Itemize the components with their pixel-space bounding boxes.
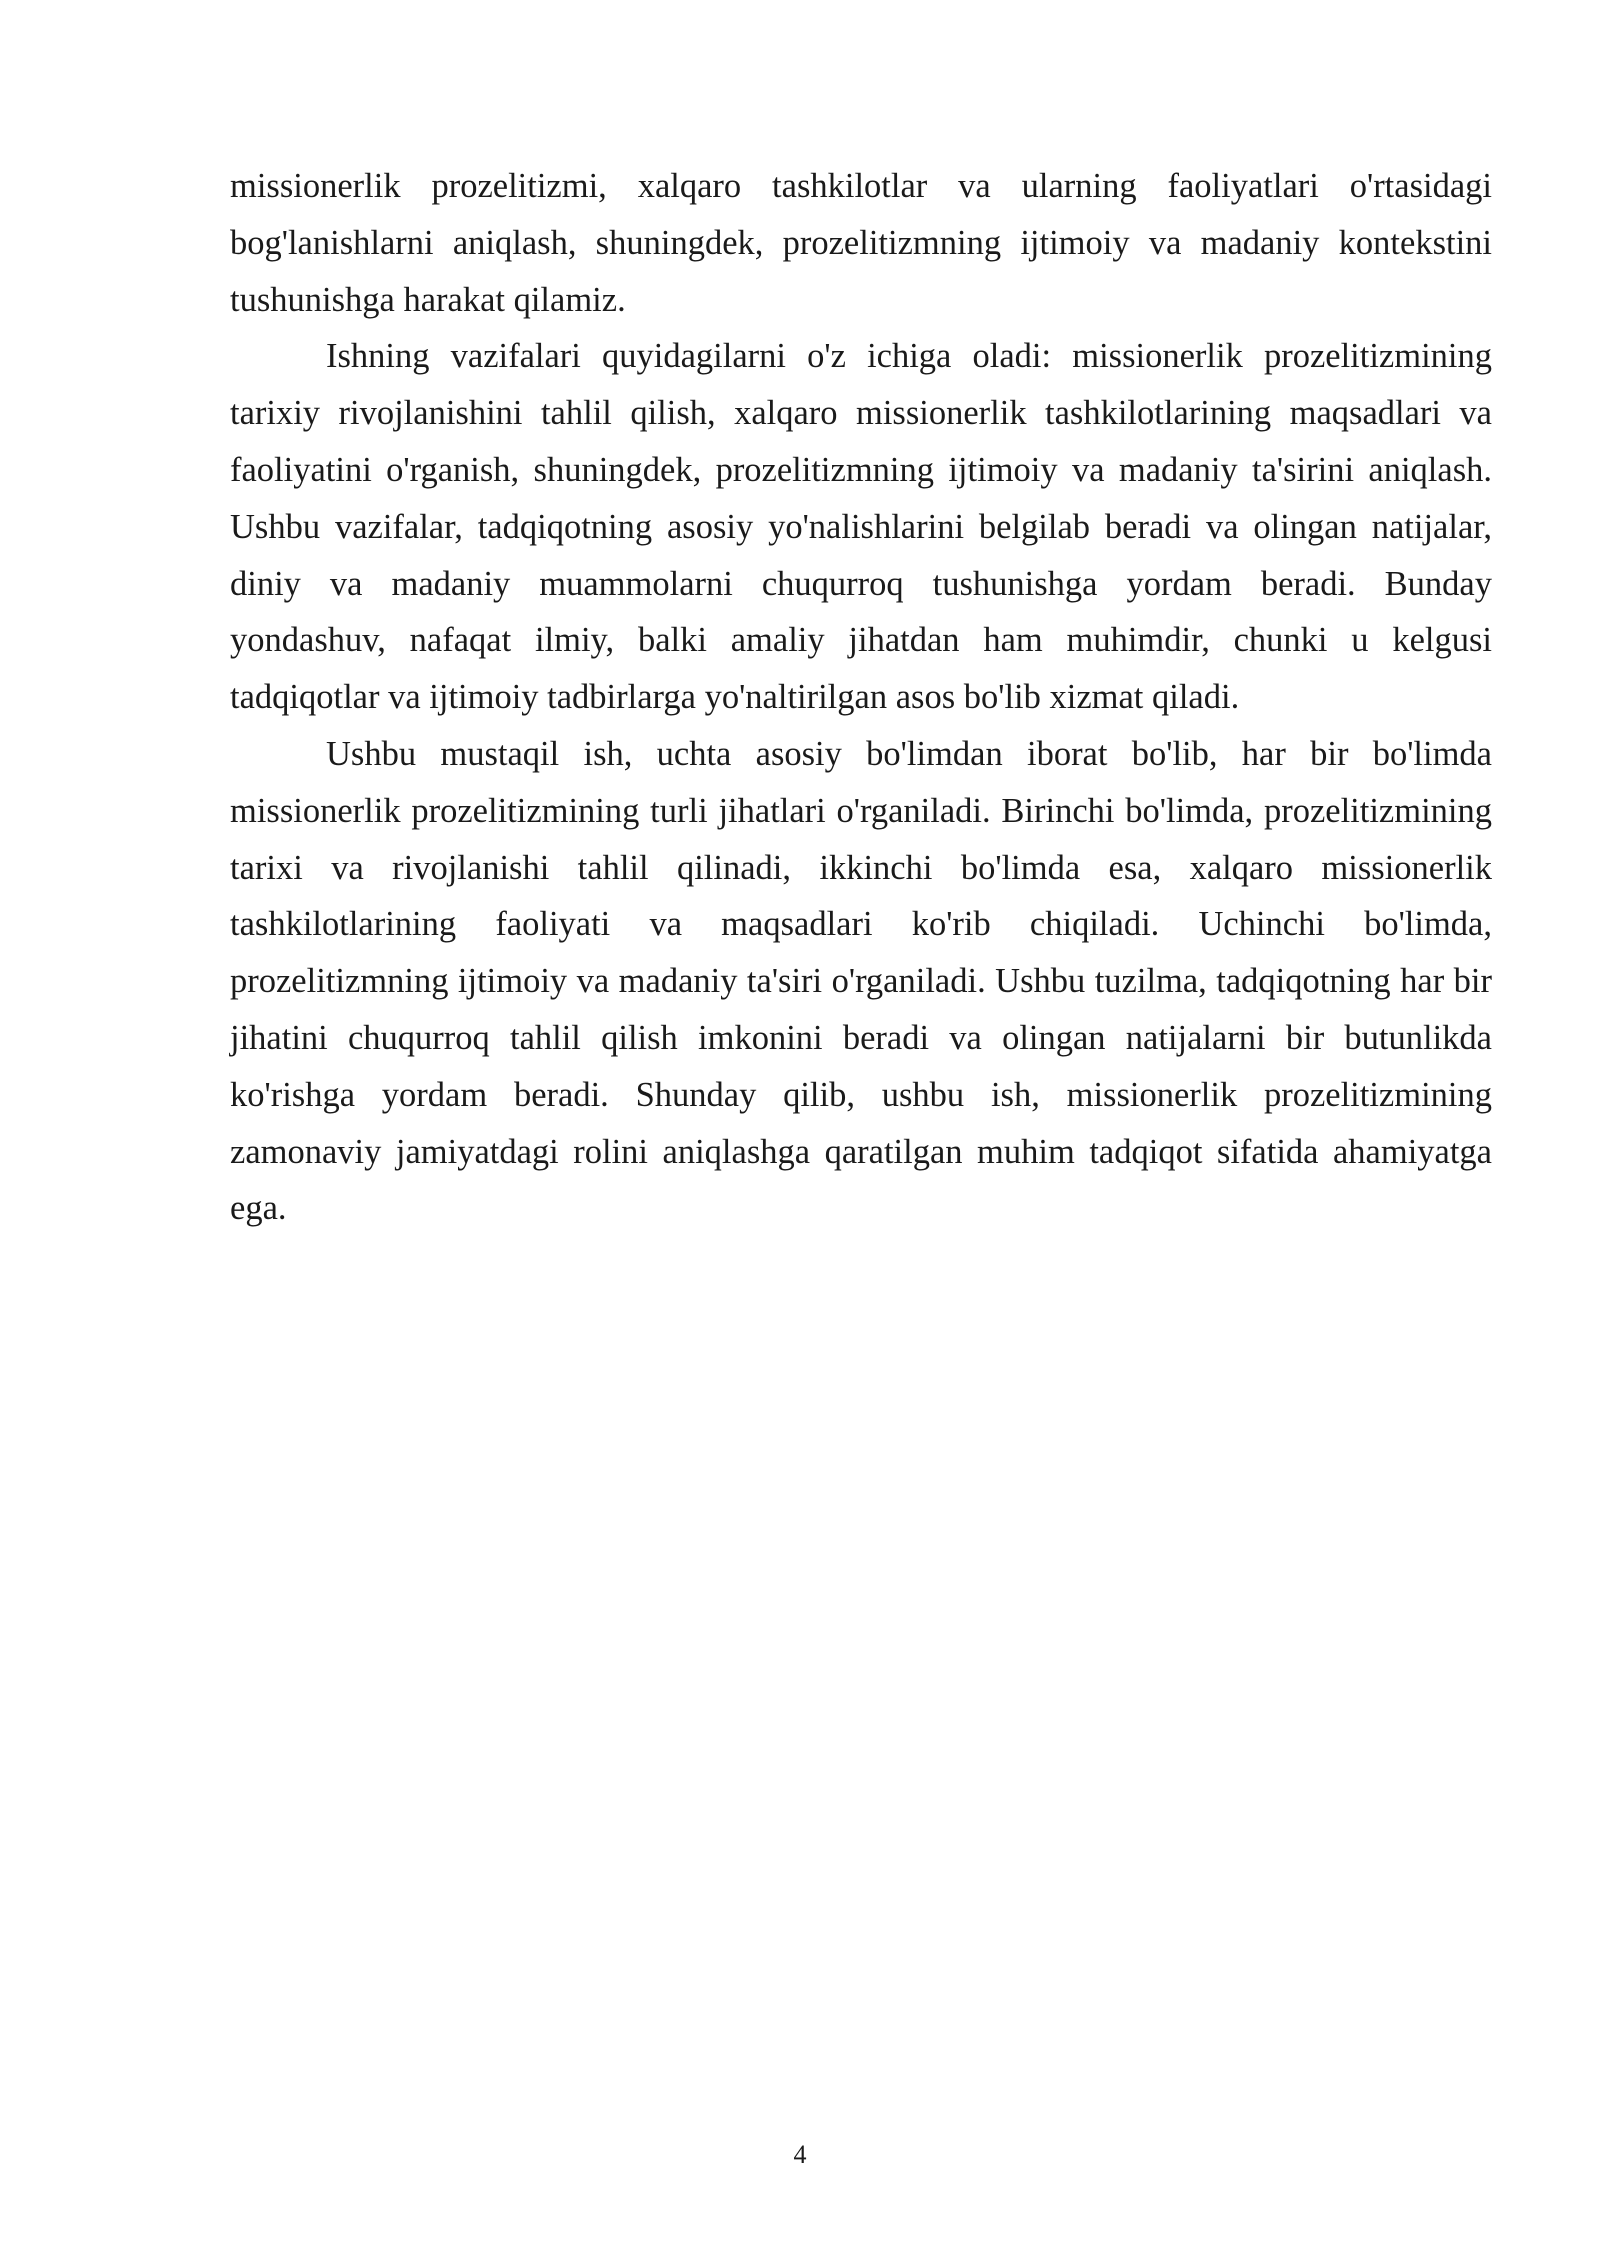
paragraph-tasks: Ishning vazifalari quyidagilarni o'z ichiga oladi: missionerlik prozelitizmining tarixiy rivojlanishini tahlil qilish, xalqaro missionerlik tashkilotlarining maqsadlari va faoliyatini o'rganish, shuningdek, prozelitizmning ijtimoiy va madaniy ta'sirini aniqlash. Ushbu vazifalar, tadqiqotning asosiy yo'nalishlarini belgilab beradi va olingan natijalar, diniy va madaniy muammolarni chuqurroq tushunishga yordam beradi. Bunday yondashuv, nafaqat ilmiy, balki amaliy jihatdan ham muhimdir, chunki u kelgusi tadqiqotlar va ijtimoiy tadbirlarga yo'naltirilgan asos bo'lib xizmat qiladi. — [230, 337, 1492, 717]
page-number: 4 — [793, 2140, 807, 2169]
paragraph-continuation: missionerlik prozelitizmi, xalqaro tashkilotlar va ularning faoliyatlari o'rtasidagi bog'lanishlarni aniqlash, shuningdek, prozelitizmning ijtimoiy va madaniy kontekstini tushunishga harakat qilamiz. — [230, 167, 1492, 319]
paragraph-structure: Ushbu mustaqil ish, uchta asosiy bo'limdan iborat bo'lib, har bir bo'limda missionerlik prozelitizmining turli jihatlari o'rganiladi. Birinchi bo'limda, prozelitizmining tarixi va rivojlanishi tahlil qilinadi, ikkinchi bo'limda esa, xalqaro missionerlik tashkilotlarining faoliyati va maqsadlari ko'rib chiqiladi. Uchinchi bo'limda, prozelitizmning ijtimoiy va madaniy ta'siri o'rganiladi. Ushbu tuzilma, tadqiqotning har bir jihatini chuqurroq tahlil qilish imkonini beradi va olingan natijalarni bir butunlikda ko'rishga yordam beradi. Shunday qilib, ushbu ish, missionerlik prozelitizmining zamonaviy jamiyatdagi rolini aniqlashga qaratilgan muhim tadqiqot sifatida ahamiyatga ega. — [230, 734, 1492, 1228]
body-text — [230, 158, 1492, 1237]
